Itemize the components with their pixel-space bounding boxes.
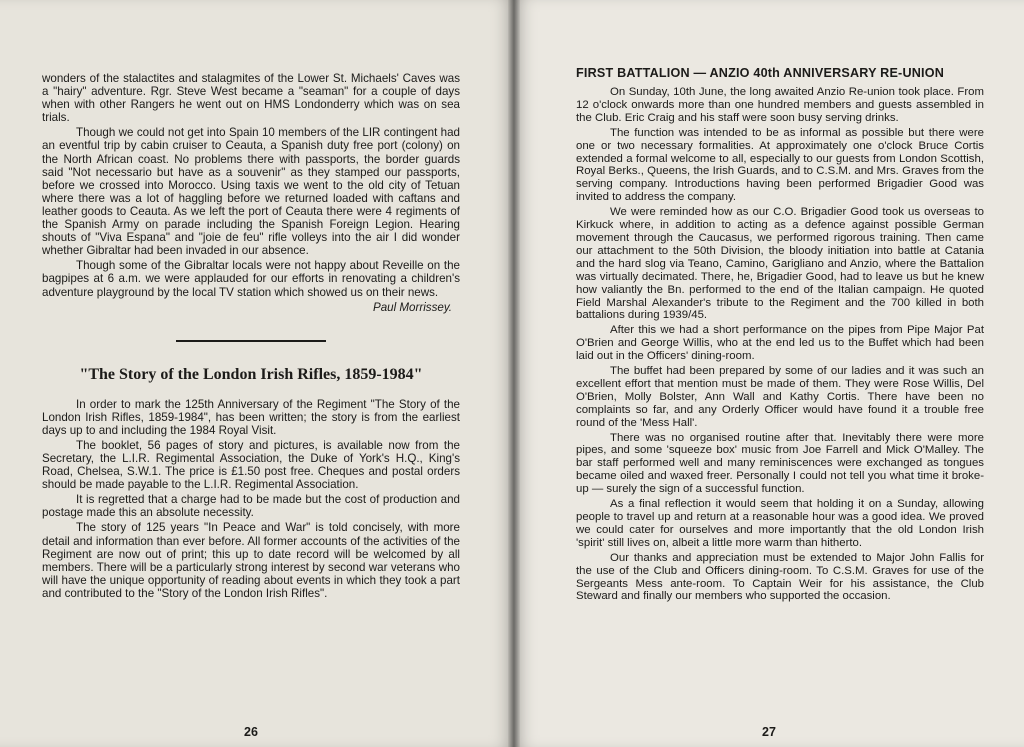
story-title: "The Story of the London Irish Rifles, 1859-1984" [79, 365, 423, 383]
paragraph: Our thanks and appreciation must be extended to Major John Fallis for the use of the Club and Officers dining-room. To C.S.M. Graves for use of the Sergeants Mess ante-room. To Captain Weir for his assistance, the Club Steward and finally our members who supported the occasion. [576, 551, 984, 603]
page-number: 26 [244, 725, 258, 739]
paragraph: wonders of the stalactites and stalagmites of the Lower St. Michaels' Caves was a "hairy" adventure. Rgr. Steve West became a "seaman" for a couple of days when with other Rangers he went out on HMS Londonderry which was on sea trials. [42, 72, 460, 125]
article-title: FIRST BATTALION — ANZIO 40th ANNIVERSARY RE-UNION [576, 66, 945, 80]
book-gutter [508, 0, 520, 747]
paragraph: The story of 125 years "In Peace and War" is told concisely, with more detail and information than ever before. All former accounts of the activities of the Regiment are now out of print; this up to date record will be welcomed by all members. There will be a particularly strong interest by second war veterans who will have the unique opportunity of reading about events in which they took a part and contributed to the "Story of the London Irish Rifles". [42, 521, 460, 600]
author-signature: Paul Morrissey. [372, 300, 452, 314]
paragraph: The function was intended to be as informal as possible but there were one or two necessary formalities. At approximately one o'clock Bruce Cortis extended a formal welcome to all, especially to our guests from London Scottish, Royal Berks., Queens, the Irish Guards, and to C.S.M. and Mrs. Graves from the serving company. Introductions having been performed Brigadier Good was invited to address the company. [576, 126, 984, 204]
paragraph: After this we had a short performance on the pipes from Pipe Major Pat O'Brien and George Willis, who at the end led us to the Buffet which had been laid out in the Officers' dining-room. [576, 324, 984, 363]
paragraph: As a final reflection it would seem that holding it on a Sunday, allowing people to travel up and return at a reasonable hour was a good idea. We proved we could cater for ourselves and more importantly that the old London Irish 'spirit' still lives on, albeit a little more warm than hitherto. [576, 498, 984, 549]
paragraph: The booklet, 56 pages of story and pictures, is available now from the Secretary, the L.I.R. Regimental Association, the Duke of York's H.Q., King's Road, Chelsea, S.W.1. The price is £1.50 post free. Cheques and postal orders should be made payable to the L.I.R. Regimental Association. [42, 438, 460, 492]
section-divider [176, 340, 326, 342]
paragraph: On Sunday, 10th June, the long awaited Anzio Re-union took place. From 12 o'clock onwards more than one hundred members and guests assembled in the Club. Eric Craig and his staff were soon busy serving drinks. [576, 86, 984, 124]
paragraph: In order to mark the 125th Anniversary of the Regiment "The Story of the London Irish Rifles, 1859-1984", has been written; the story is from the earliest days up to and including the 1984 Royal Visit. [42, 397, 460, 437]
paragraph: Though some of the Gibraltar locals were not happy about Reveille on the bagpipes at 6 a.m. we were applauded for our efforts in renovating a children's adventure playground by the local TV station which showed us on their news. [42, 259, 460, 299]
paragraph: It is regretted that a charge had to be made but the cost of production and postage made this an absolute necessity. [42, 493, 460, 520]
page-number: 27 [762, 725, 776, 739]
paragraph: We were reminded how as our C.O. Brigadier Good took us overseas to Kirkuck where, in addition to acting as a defence against possible German movement through the Caucasus, we performed rigorous training. Then came our attachment to the 50th Division, the bloody initiation into battle at Catania and the hard slog via Teano, Camino, Garigliano and Anzio, where the Battalion was virtually decimated. There, he, Brigadier Good, had to leave us but he knew how valiantly the Bn. performed to the end of the Italian campaign. He quoted Field Marshal Alexander's tribute to the Regiment and the 700 killed in both battalions during 1939/45. [576, 206, 984, 322]
right-page [514, 0, 1024, 747]
paragraph: Though we could not get into Spain 10 members of the LIR contingent had an eventful trip by cabin cruiser to Ceauta, a Spanish duty free port (colony) on the North African coast. No problems there with passports, the border guards said "Not necessario but have as a souvenir" as they stamped our passports, before we crossed into Morocco. Using taxis we went to the old city of Tetuan where there was a lot of haggling before we returned loaded with caftans and leather goods to Ceauta. As we left the port of Ceauta there were 4 regiments of the Spanish Army on parade including the Spanish Foreign Legion. Hearing shouts of "Viva Espana" and "joie de feu" rifle volleys into the air I did wonder whether Gibraltar had been invaded in our absence. [42, 126, 460, 258]
paragraph: There was no organised routine after that. Inevitably there were more pipes, and some 'squeeze box' music from Joe Farrell and Mick O'Malley. The bar staff performed well and many reminiscences were exchanged as tongues became oiled and waxed freer. Personally I could not tell you what time it broke-up — surely the sign of a successful function. [576, 431, 984, 496]
paragraph: The buffet had been prepared by some of our ladies and it was such an excellent effort that mention must be made of them. They were Rose Willis, Del O'Brien, Molly Bolster, Ann Wall and Kathy Cortis. There have been no complaints so far, and any Orderly Officer would have found it a trouble free round of the 'Mess Hall'. [576, 365, 984, 429]
